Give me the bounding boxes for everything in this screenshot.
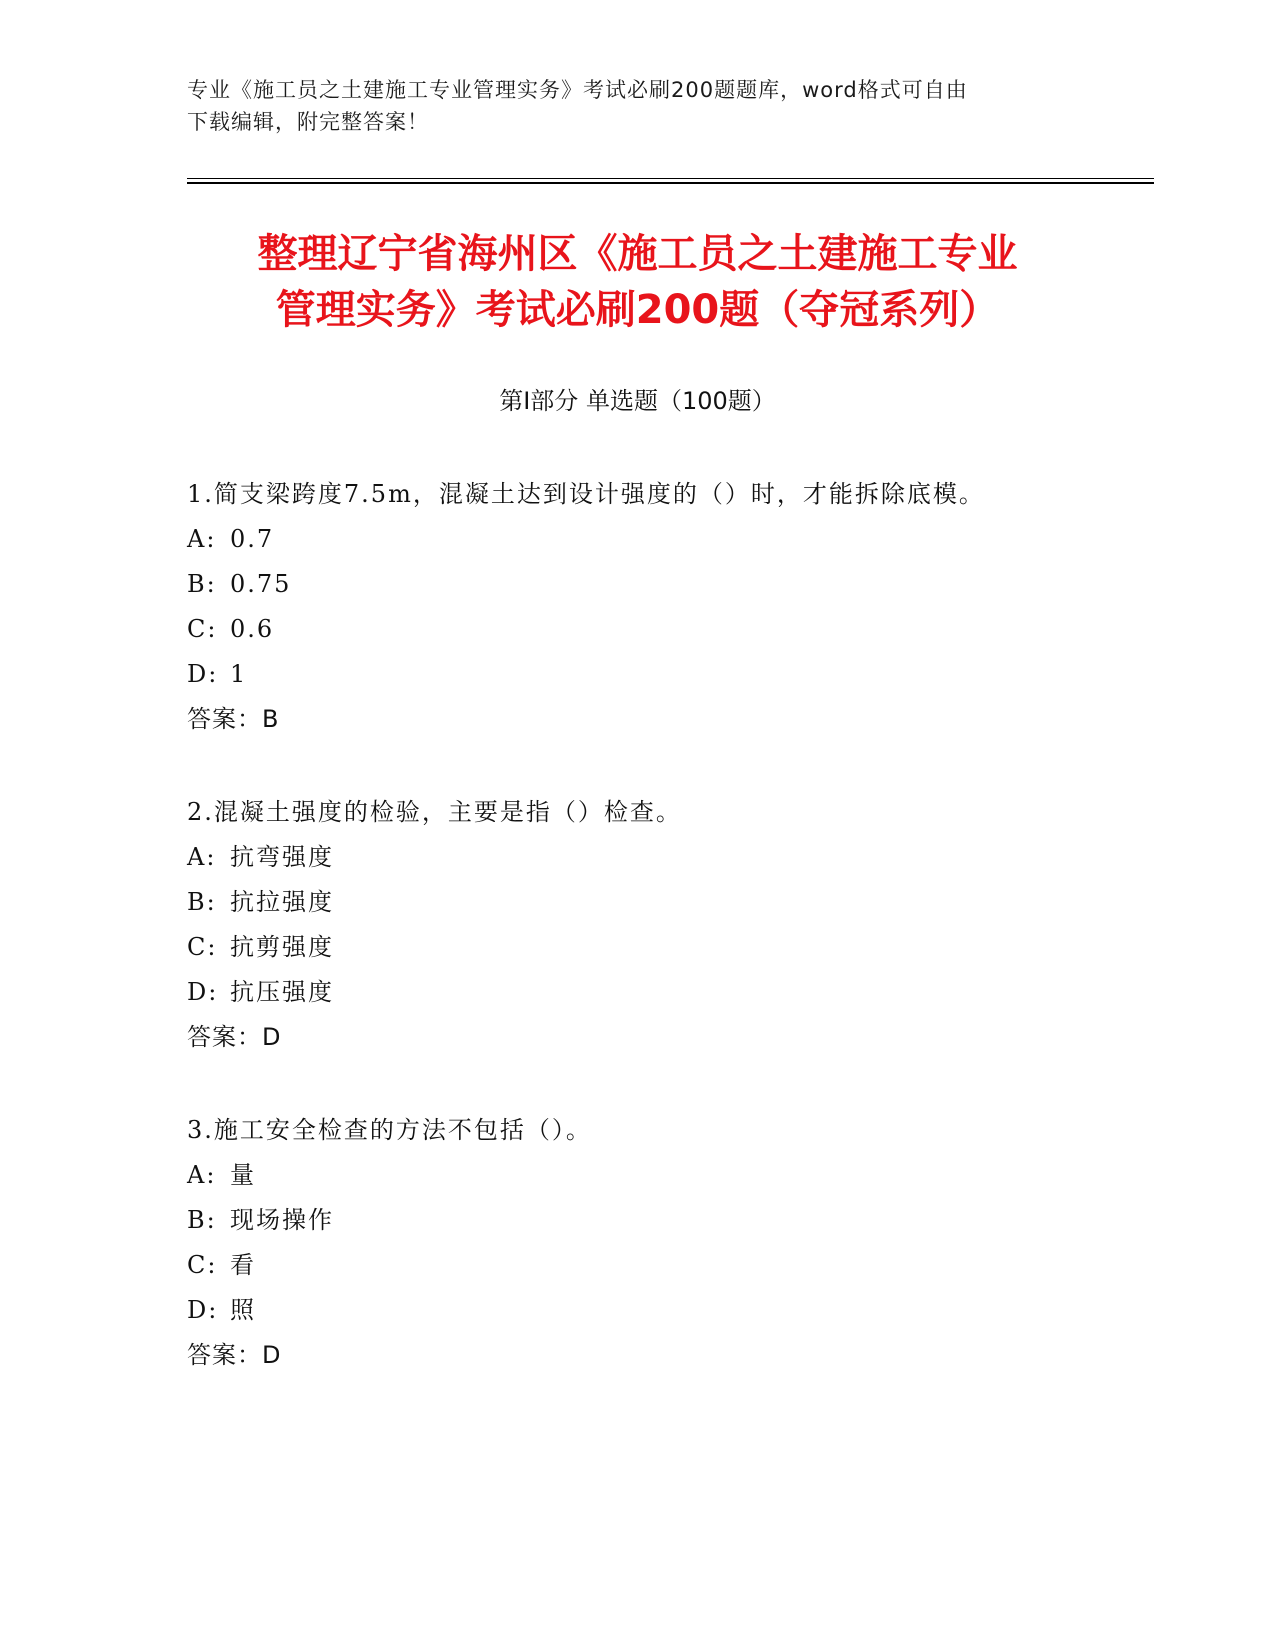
option-letter: A: bbox=[187, 843, 217, 871]
document-title-line-2: 管理实务》考试必刷200题（夺冠系列） bbox=[275, 287, 1000, 333]
option-d bbox=[187, 652, 1147, 697]
option-a bbox=[187, 1153, 1147, 1198]
option-text: 抗拉强度 bbox=[230, 888, 334, 916]
option-a bbox=[187, 835, 1147, 880]
question-2 bbox=[187, 790, 1147, 1060]
option-letter: A: bbox=[187, 1161, 217, 1189]
option-letter: C: bbox=[187, 933, 218, 961]
option-text: 照 bbox=[230, 1296, 256, 1324]
option-text: 1 bbox=[230, 660, 248, 688]
option-c bbox=[187, 1243, 1147, 1288]
option-b bbox=[187, 1198, 1147, 1243]
question-stem: 1.简支梁跨度7.5m，混凝土达到设计强度的（）时，才能拆除底模。 bbox=[187, 480, 985, 508]
option-c bbox=[187, 607, 1147, 652]
option-text: 量 bbox=[230, 1161, 256, 1189]
option-text: 0.6 bbox=[230, 615, 275, 643]
option-letter: D: bbox=[187, 660, 219, 688]
option-letter: B: bbox=[187, 1206, 217, 1234]
header-divider-thin bbox=[187, 178, 1154, 179]
option-text: 抗压强度 bbox=[230, 978, 334, 1006]
option-text: 0.75 bbox=[230, 570, 292, 598]
question-1 bbox=[187, 472, 1147, 742]
section-heading: 第Ⅰ部分 单选题（100题） bbox=[499, 387, 776, 415]
option-b bbox=[187, 880, 1147, 925]
answer-line: 答案：B bbox=[187, 705, 280, 733]
header-divider-thick bbox=[187, 182, 1154, 184]
answer-line: 答案：D bbox=[187, 1023, 282, 1051]
option-letter: B: bbox=[187, 570, 217, 598]
option-letter: C: bbox=[187, 1251, 218, 1279]
option-letter: A: bbox=[187, 525, 217, 553]
option-letter: C: bbox=[187, 615, 218, 643]
header-note-line-1: 专业《施工员之土建施工专业管理实务》考试必刷200题题库，word格式可自由 bbox=[187, 78, 968, 102]
question-stem: 2.混凝土强度的检验，主要是指（）检查。 bbox=[187, 798, 682, 826]
header-note bbox=[187, 74, 1067, 138]
option-b bbox=[187, 562, 1147, 607]
question-stem: 3.施工安全检查的方法不包括（）。 bbox=[187, 1116, 592, 1144]
option-text: 0.7 bbox=[230, 525, 275, 553]
answer-line: 答案：D bbox=[187, 1341, 282, 1369]
option-text: 现场操作 bbox=[230, 1206, 334, 1234]
option-letter: D: bbox=[187, 978, 219, 1006]
header-note-line-2: 下载编辑，附完整答案！ bbox=[187, 110, 429, 134]
option-letter: D: bbox=[187, 1296, 219, 1324]
option-d bbox=[187, 970, 1147, 1015]
option-letter: B: bbox=[187, 888, 217, 916]
option-text: 抗剪强度 bbox=[230, 933, 334, 961]
option-c bbox=[187, 925, 1147, 970]
option-a bbox=[187, 517, 1147, 562]
option-text: 抗弯强度 bbox=[230, 843, 334, 871]
option-d bbox=[187, 1288, 1147, 1333]
option-text: 看 bbox=[230, 1251, 256, 1279]
document-title-line-1: 整理辽宁省海州区《施工员之土建施工专业 bbox=[257, 231, 1018, 277]
question-3 bbox=[187, 1108, 1147, 1378]
